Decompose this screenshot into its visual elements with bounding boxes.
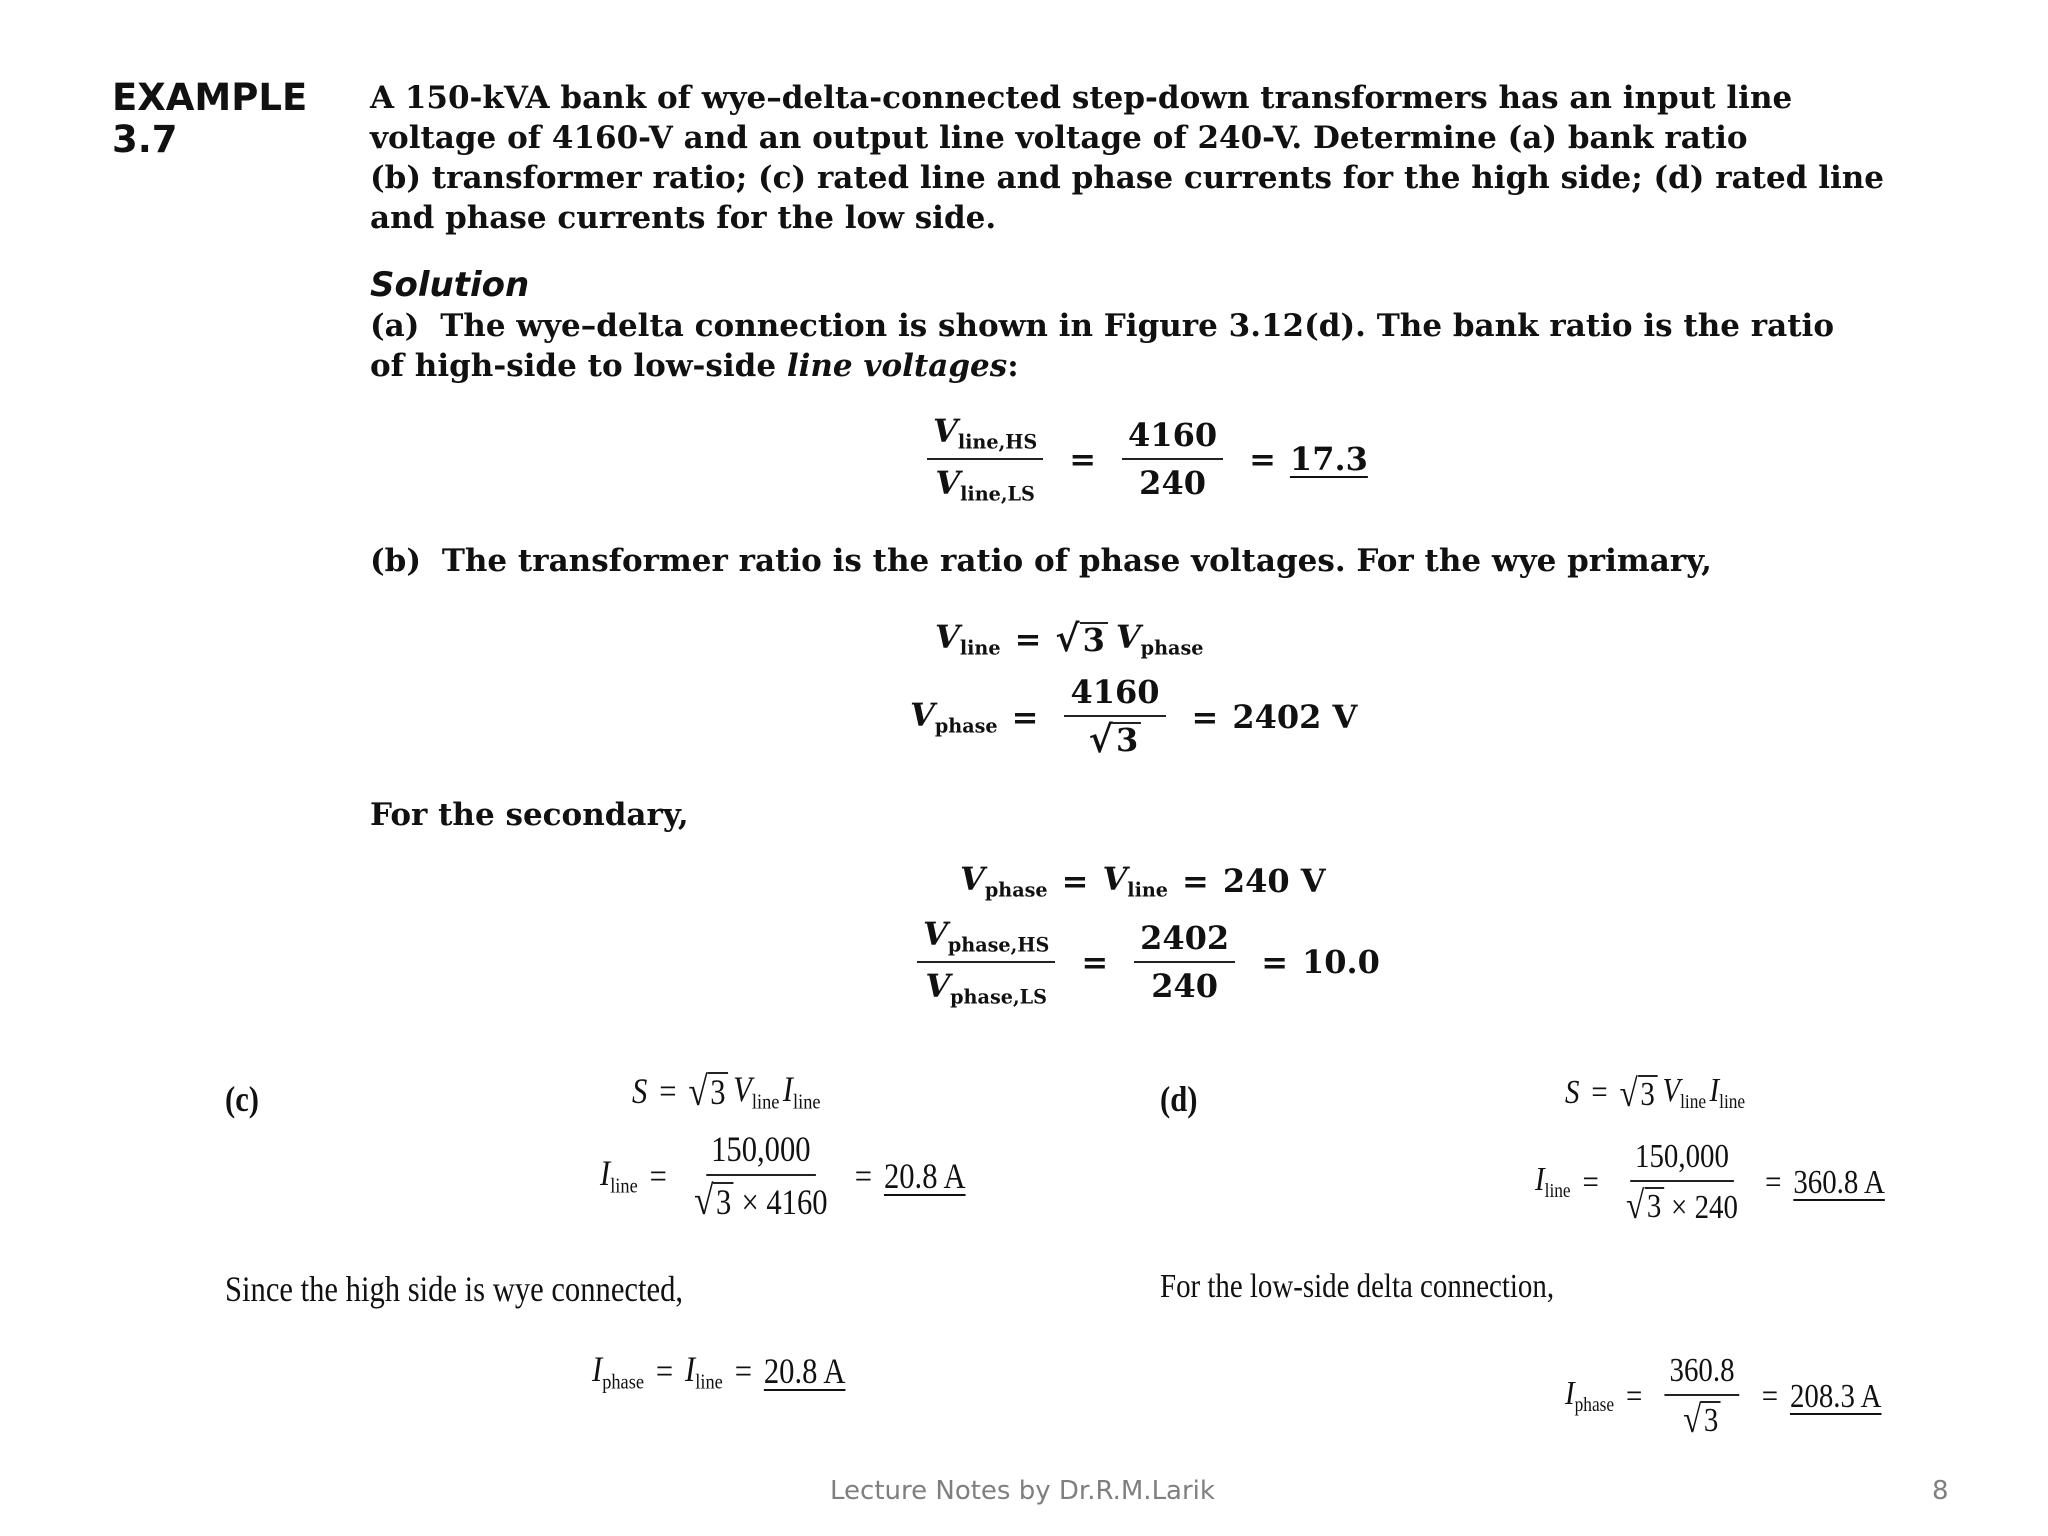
equation-vphase: $V_{phase}$ = 4160 √ 3 = 2402 V bbox=[910, 673, 1358, 761]
part-a-line2 bbox=[370, 348, 1019, 384]
part-a-emphasis: line voltages bbox=[786, 348, 1008, 384]
part-a-label: (a) bbox=[370, 308, 420, 344]
part-b-text: The transformer ratio is the ratio of phase voltages. For the wye primary, bbox=[441, 543, 1712, 579]
equation-transformer-ratio: $\frac{V_{phase,HS}}{V_{phase,LS}}$ = $\frac{2402}{240}$ = 10.0 bbox=[905, 915, 1380, 1008]
c-iphase-result: 20.8 A bbox=[763, 1351, 846, 1392]
equation-c-iphase: $I_{phase}$ = $I_{line}$ = 20.8 A bbox=[592, 1349, 846, 1394]
d-iline-result: 360.8 A bbox=[1793, 1163, 1885, 1201]
transformer-ratio-result: 10.0 bbox=[1302, 942, 1380, 981]
for-text: For the low-side delta connection, bbox=[1160, 1268, 1555, 1305]
problem-statement bbox=[370, 78, 1910, 238]
d-iphase-result: 208.3 A bbox=[1789, 1377, 1882, 1415]
part-a-line1 bbox=[370, 308, 1834, 344]
part-d-label: (d) bbox=[1160, 1079, 1198, 1119]
equation-d-iline: $I_{line}$ = 150,000 √ 3 × 240 = 360.8 A bbox=[1535, 1138, 1885, 1227]
part-a-text2: of high-side to low-side bbox=[370, 348, 787, 384]
fraction: $\frac{V_{line,HS}}{V_{line,LS}}$ bbox=[927, 412, 1043, 505]
part-a-colon: : bbox=[1007, 348, 1019, 384]
fraction: 150,000 √ 3 × 4160 bbox=[694, 1129, 828, 1223]
fraction: 150,000 √ 3 × 240 bbox=[1626, 1138, 1738, 1227]
bank-ratio-result: 17.3 bbox=[1289, 439, 1368, 478]
secondary-text: For the secondary, bbox=[370, 797, 689, 833]
problem-line: voltage of 4160-V and an output line voltage of 240-V. Determine (a) bank ratio bbox=[370, 120, 1748, 156]
example-number: 3.7 bbox=[112, 118, 178, 161]
problem-line: and phase currents for the low side. bbox=[370, 200, 997, 236]
equation-vphase-secondary: $V_{phase}$ = $V_{line}$ = 240 V bbox=[960, 860, 1326, 902]
equation-d-iphase: $I_{phase}$ = 360.8 √ 3 = 208.3 A bbox=[1565, 1352, 1882, 1441]
fraction: 4160 √ 3 bbox=[1064, 673, 1165, 760]
equation-d-power: S = √ 3 $V_{line}$ $I_{line}$ bbox=[1565, 1071, 1746, 1115]
part-c-label: (c) bbox=[225, 1079, 259, 1119]
vphase-result: 2402 V bbox=[1232, 697, 1358, 736]
fraction: $\frac{4160}{240}$ bbox=[1122, 416, 1223, 502]
page-number: 8 bbox=[1932, 1476, 1949, 1506]
equation-c-iline: $I_{line}$ = 150,000 √ 3 × 4160 = 20.8 A bbox=[600, 1129, 966, 1223]
equation-vline: $V_{line}$ = √ 3 $V_{phase}$ bbox=[935, 616, 1204, 661]
footer-credit: Lecture Notes by Dr.R.M.Larik bbox=[830, 1476, 1215, 1506]
equation-c-power: S = √ 3 $V_{line}$ $I_{line}$ bbox=[632, 1067, 821, 1114]
problem-line: (b) transformer ratio; (c) rated line and phase currents for the high side; (d) rated line bbox=[370, 160, 1885, 196]
fraction: $\frac{2402}{240}$ bbox=[1134, 919, 1235, 1005]
problem-line: A 150-kVA bank of wye–delta-connected step-down transformers has an input line bbox=[370, 80, 1793, 116]
solution-heading: Solution bbox=[370, 265, 530, 305]
example-label: EXAMPLE bbox=[112, 76, 308, 119]
fraction: 360.8 √ 3 bbox=[1664, 1352, 1739, 1441]
sqrt-symbol: √ 3 bbox=[1055, 620, 1107, 657]
part-a-text: The wye–delta connection is shown in Figure 3.12(d). The bank ratio is the ratio bbox=[440, 308, 1834, 344]
fraction: $\frac{V_{phase,HS}}{V_{phase,LS}}$ bbox=[917, 915, 1055, 1008]
part-b-label: (b) bbox=[370, 543, 422, 579]
equation-bank-ratio: $\frac{V_{line,HS}}{V_{line,LS}}$ = $\frac{4160}{240}$ = 17.3 bbox=[915, 412, 1368, 505]
since-text: Since the high side is wye connected, bbox=[225, 1269, 684, 1309]
c-iline-result: 20.8 A bbox=[883, 1155, 966, 1196]
part-b-line bbox=[370, 543, 1712, 579]
